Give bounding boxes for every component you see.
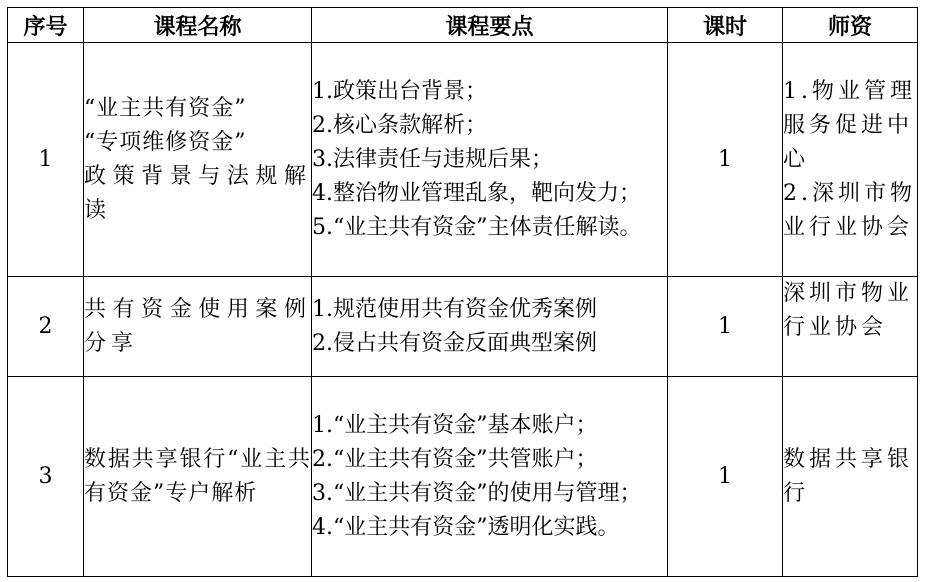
table-header-row <box>8 8 918 43</box>
teacher-line: 深圳市物业行业协会 <box>783 281 914 340</box>
header-hours: 课时 <box>668 8 783 43</box>
course-points-cell <box>312 43 668 277</box>
course-name-cell <box>84 43 312 277</box>
course-table <box>7 7 918 577</box>
course-name-line: 共有资金使用案例分享 <box>84 296 311 356</box>
course-point: 1.规范使用共有资金优秀案例 <box>312 296 597 322</box>
table-row <box>8 43 918 277</box>
course-points-cell <box>312 277 668 377</box>
row-index: 2 <box>8 277 84 377</box>
row-index: 1 <box>8 43 84 277</box>
course-point: 5.“业主共有资金”主体责任解读。 <box>312 214 642 240</box>
course-points-cell <box>312 377 668 577</box>
course-point: 1.政策出台背景； <box>312 78 487 104</box>
header-course-points: 课程要点 <box>312 8 668 43</box>
course-point: 4.整治物业管理乱象，靶向发力； <box>312 180 641 206</box>
course-name-line: 数据共享银行“业主共有资金”专户解析 <box>84 446 311 506</box>
row-index: 3 <box>8 377 84 577</box>
course-name-line: “业主共有资金” <box>84 95 247 121</box>
teacher-line: 2.深圳市物业行业协会 <box>783 180 916 240</box>
course-point: 1.“业主共有资金”基本账户； <box>312 412 598 438</box>
row-hours: 1 <box>668 277 783 377</box>
teacher-line: 1.物业管理服务促进中心 <box>783 78 916 172</box>
course-point: 2.核心条款解析； <box>312 112 487 138</box>
table-row <box>8 377 918 577</box>
course-name-cell <box>84 277 312 377</box>
course-point: 4.“业主共有资金”透明化实践。 <box>312 514 620 540</box>
teacher-cell <box>783 277 918 377</box>
teacher-cell <box>783 377 918 577</box>
course-point: 3.“业主共有资金”的使用与管理； <box>312 480 642 506</box>
course-point: 2.侵占共有资金反面典型案例 <box>312 330 597 356</box>
course-name-line: “专项维修资金” <box>84 129 247 155</box>
course-point: 2.“业主共有资金”共管账户； <box>312 446 598 472</box>
row-hours: 1 <box>668 377 783 577</box>
row-hours: 1 <box>668 43 783 277</box>
header-index: 序号 <box>8 8 84 43</box>
course-name-cell <box>84 377 312 577</box>
header-teacher: 师资 <box>783 8 918 43</box>
teacher-line: 数据共享银行 <box>783 446 914 506</box>
course-name-line: 政策背景与法规解读 <box>84 163 311 223</box>
header-course-name: 课程名称 <box>84 8 312 43</box>
course-point: 3.法律责任与违规后果； <box>312 146 553 172</box>
table-row <box>8 277 918 377</box>
teacher-cell <box>783 43 918 277</box>
